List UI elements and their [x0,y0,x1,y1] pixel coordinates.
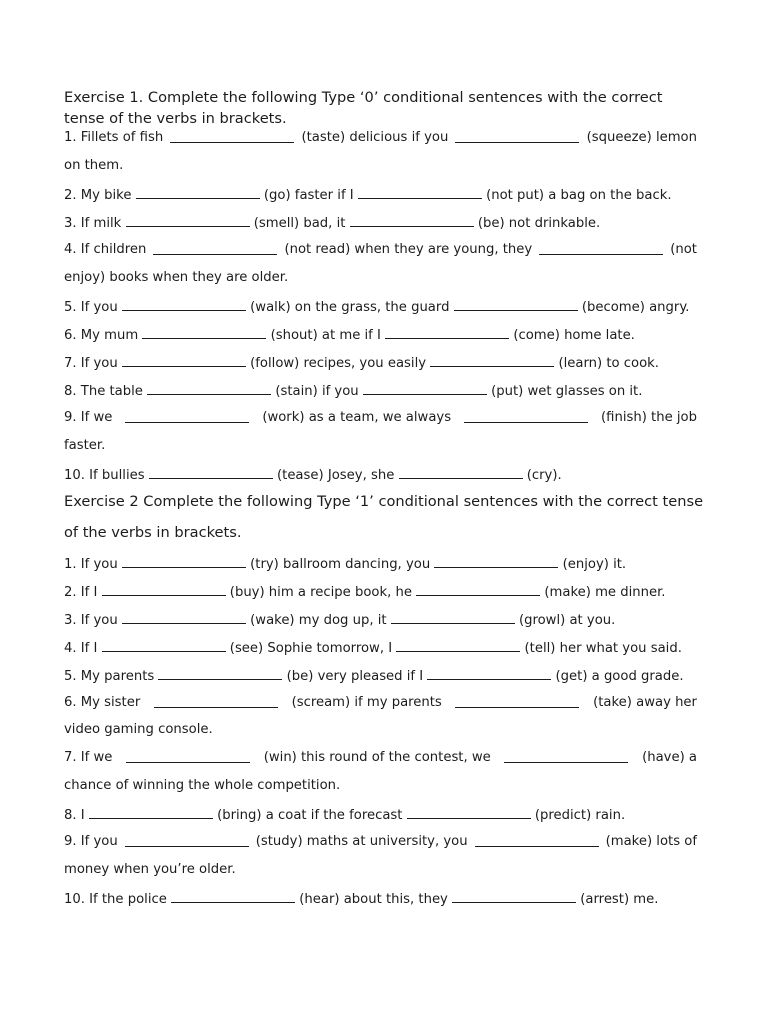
answer-blank[interactable] [504,750,628,763]
answer-blank[interactable] [455,695,579,708]
exercise-1-sentence-9: 9. If we (work) as a team, we always (finish) the job [64,410,697,425]
answer-blank[interactable] [399,466,523,479]
answer-blank[interactable] [363,382,487,395]
answer-blank[interactable] [358,186,482,199]
exercise-2-sentence-5: 5. My parents (be) very pleased if I (get) a good grade. [64,669,684,684]
answer-blank[interactable] [407,806,531,819]
answer-blank[interactable] [475,834,599,847]
answer-blank[interactable] [102,583,226,596]
exercise-1-sentence-2: 2. My bike (go) faster if I (not put) a bag on the back. [64,188,672,203]
exercise-2-sentence-9: 9. If you (study) maths at university, you (make) lots of [64,834,697,849]
answer-blank[interactable] [416,583,540,596]
exercise-1-sentence-6: 6. My mum (shout) at me if I (come) home late. [64,328,635,343]
exercise-1-heading-line-2: tense of the verbs in brackets. [64,110,287,127]
exercise-2-sentence-10: 10. If the police (hear) about this, they (arrest) me. [64,892,659,907]
exercise-1-sentence-5: 5. If you (walk) on the grass, the guard (become) angry. [64,300,690,315]
exercise-2-heading-line-1: Exercise 2 Complete the following Type ‘1’ conditional sentences with the correct tense [64,493,704,510]
exercise-1-sentence-7: 7. If you (follow) recipes, you easily (learn) to cook. [64,356,659,371]
answer-blank[interactable] [539,242,663,255]
exercise-1-sentence-1: 1. Fillets of fish (taste) delicious if you (squeeze) lemon [64,130,697,145]
answer-blank[interactable] [122,354,246,367]
answer-blank[interactable] [454,298,578,311]
exercise-1-sentence-3: 3. If milk (smell) bad, it (be) not drinkable. [64,216,601,231]
exercise-1-sentence-1-continuation: on them. [64,158,124,173]
exercise-2-sentence-1: 1. If you (try) ballroom dancing, you (enjoy) it. [64,557,627,572]
answer-blank[interactable] [125,410,249,423]
answer-blank[interactable] [171,890,295,903]
exercise-2-sentence-7: 7. If we (win) this round of the contest, we (have) a [64,750,697,765]
exercise-2-sentence-8: 8. I (bring) a coat if the forecast (predict) rain. [64,808,626,823]
answer-blank[interactable] [153,242,277,255]
answer-blank[interactable] [142,326,266,339]
exercise-1-sentence-4-continuation: enjoy) books when they are older. [64,270,289,285]
exercise-2-sentence-4: 4. If I (see) Sophie tomorrow, I (tell) her what you said. [64,641,682,656]
answer-blank[interactable] [396,639,520,652]
exercise-2-sentence-6-continuation: video gaming console. [64,722,213,737]
exercise-1-heading-line-1: Exercise 1. Complete the following Type ‘0’ conditional sentences with the correct [64,89,663,106]
answer-blank[interactable] [434,555,558,568]
answer-blank[interactable] [122,611,246,624]
answer-blank[interactable] [455,130,579,143]
answer-blank[interactable] [385,326,509,339]
exercise-1-sentence-9-continuation: faster. [64,438,106,453]
answer-blank[interactable] [102,639,226,652]
exercise-2-heading-line-2: of the verbs in brackets. [64,524,242,541]
answer-blank[interactable] [154,695,278,708]
answer-blank[interactable] [158,667,282,680]
exercise-2-sentence-7-continuation: chance of winning the whole competition. [64,778,341,793]
exercise-2-sentence-3: 3. If you (wake) my dog up, it (growl) at you. [64,613,616,628]
exercise-1-sentence-4: 4. If children (not read) when they are young, they (not [64,242,697,257]
answer-blank[interactable] [126,750,250,763]
exercise-1-sentence-8: 8. The table (stain) if you (put) wet glasses on it. [64,384,643,399]
answer-blank[interactable] [149,466,273,479]
answer-blank[interactable] [126,214,250,227]
answer-blank[interactable] [430,354,554,367]
answer-blank[interactable] [125,834,249,847]
answer-blank[interactable] [350,214,474,227]
answer-blank[interactable] [391,611,515,624]
answer-blank[interactable] [136,186,260,199]
exercise-2-sentence-6: 6. My sister (scream) if my parents (take) away her [64,695,697,710]
answer-blank[interactable] [464,410,588,423]
answer-blank[interactable] [427,667,551,680]
answer-blank[interactable] [122,555,246,568]
exercise-2-sentence-2: 2. If I (buy) him a recipe book, he (make) me dinner. [64,585,666,600]
answer-blank[interactable] [452,890,576,903]
answer-blank[interactable] [170,130,294,143]
answer-blank[interactable] [147,382,271,395]
exercise-2-sentence-9-continuation: money when you’re older. [64,862,236,877]
exercise-1-sentence-10: 10. If bullies (tease) Josey, she (cry). [64,468,562,483]
answer-blank[interactable] [122,298,246,311]
answer-blank[interactable] [89,806,213,819]
